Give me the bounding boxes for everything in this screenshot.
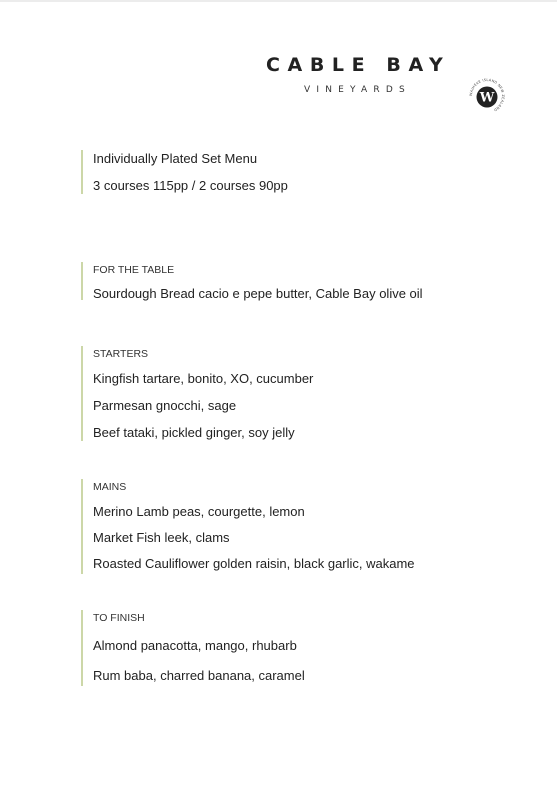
brand-logo [266,54,476,95]
svg-text:WAIHEKE ISLAND NEW ZEALAND: WAIHEKE ISLAND NEW ZEALAND [469,78,505,113]
menu-item: Beef tataki, pickled ginger, soy jelly [93,425,295,440]
accent-bar [81,610,83,686]
menu-pricing: 3 courses 115pp / 2 courses 90pp [93,178,288,193]
menu-item: Almond panacotta, mango, rhubarb [93,638,297,653]
menu-title: Individually Plated Set Menu [93,151,258,166]
waiheke-badge-icon [469,78,505,114]
menu-item: Rum baba, charred banana, caramel [93,668,305,683]
accent-bar [81,150,83,194]
menu-item: Merino Lamb peas, courgette, lemon [93,504,305,519]
svg-text:W: W [479,90,495,106]
brand-subtitle: VINEYARDS [304,85,411,95]
accent-bar [81,479,83,574]
menu-item: Roasted Cauliflower golden raisin, black garlic, wakame [93,556,415,571]
intro-block [81,150,288,194]
section-heading: MAINS [93,481,127,493]
brand-name: CABLE BAY [266,54,451,76]
section-heading: STARTERS [93,348,149,360]
menu-item: Parmesan gnocchi, sage [93,398,237,413]
top-border [0,0,557,2]
menu-item: Sourdough Bread cacio e pepe butter, Cable Bay olive oil [93,286,423,301]
section-heading: TO FINISH [93,612,145,624]
accent-bar [81,262,83,300]
menu-item: Kingfish tartare, bonito, XO, cucumber [93,371,314,386]
accent-bar [81,346,83,441]
section-heading: FOR THE TABLE [93,264,175,276]
menu-item: Market Fish leek, clams [93,530,230,545]
